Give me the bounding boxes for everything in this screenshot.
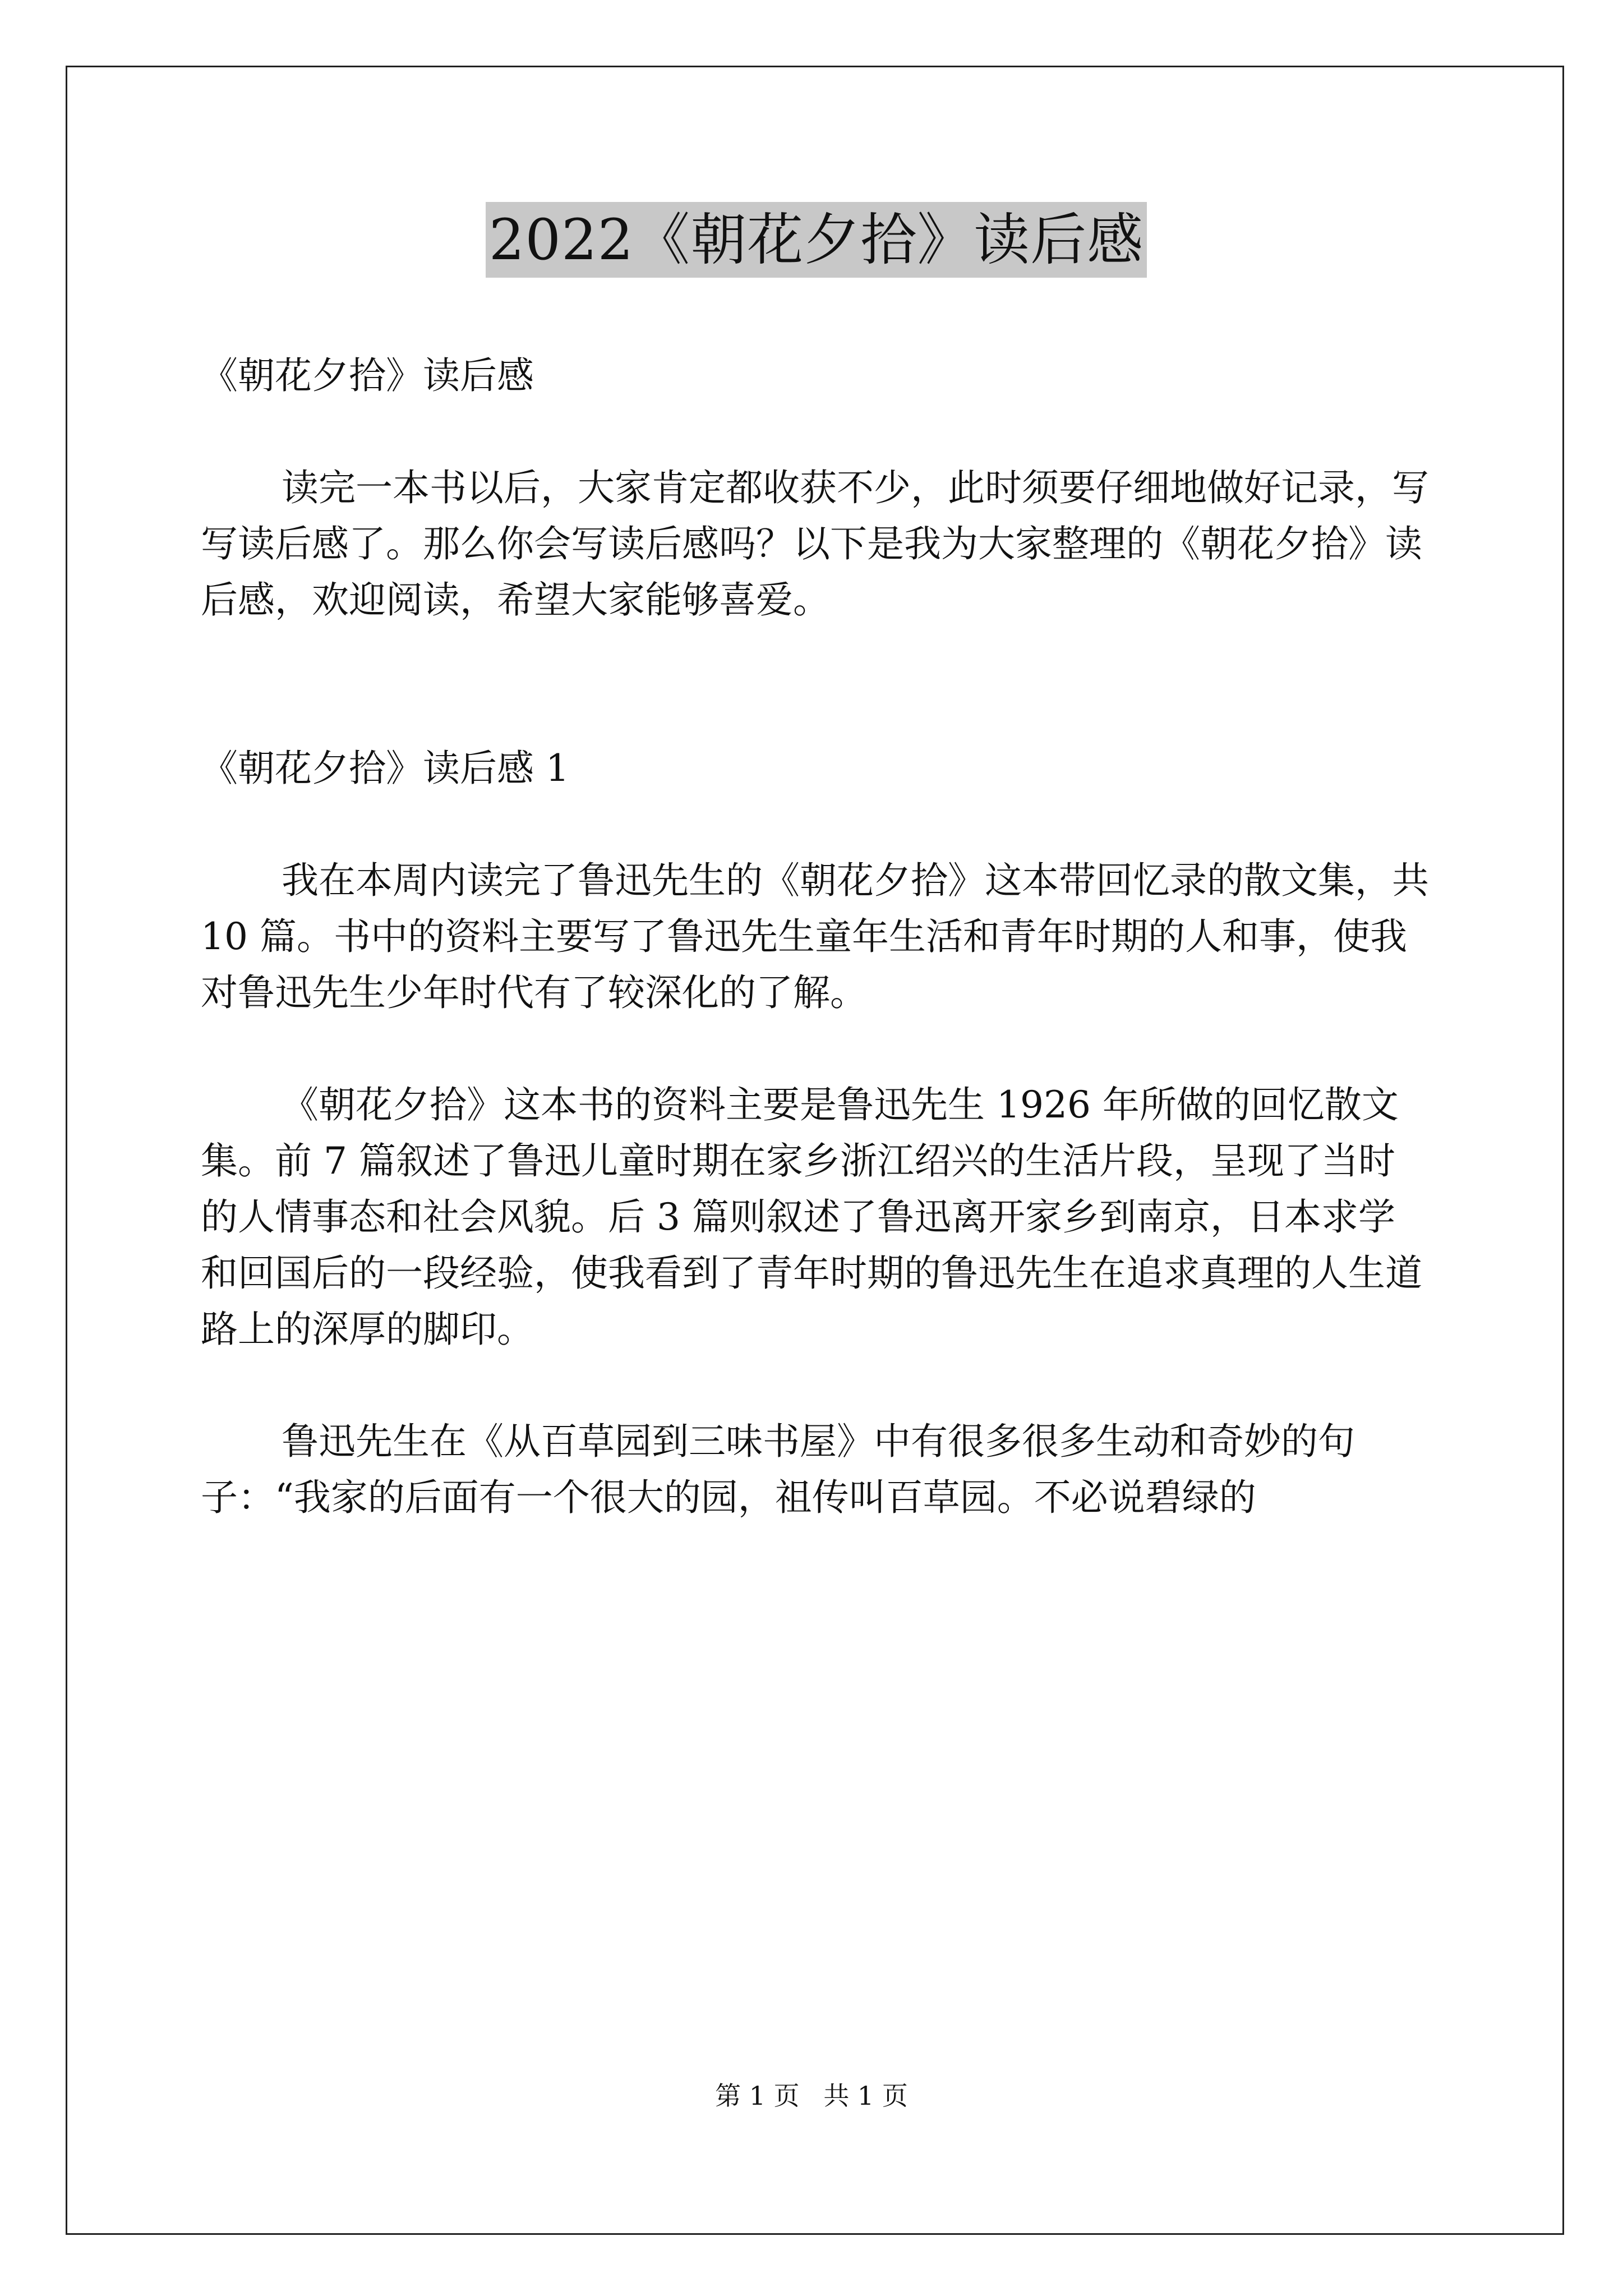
page-number: 第 1 页 — [715, 2081, 800, 2111]
document-title: 2022《朝花夕拾》读后感 — [486, 202, 1147, 278]
body-paragraph-1: 我在本周内读完了鲁迅先生的《朝花夕拾》这本带回忆录的散文集，共 10 篇。书中的资料主要写了鲁迅先生童年生活和青年时期的人和事，使我对鲁迅先生少年时代有了较深化的了解。 — [201, 859, 1429, 1014]
page-footer — [0, 2079, 1623, 2113]
intro-paragraph: 读完一本书以后，大家肯定都收获不少，此时须要仔细地做好记录，写写读后感了。那么你会写读后感吗？以下是我为大家整理的《朝花夕拾》读后感，欢迎阅读，希望大家能够喜爱。 — [201, 466, 1429, 622]
title-wrapper — [201, 202, 1432, 280]
body-paragraph-2: 《朝花夕拾》这本书的资料主要是鲁迅先生 1926 年所做的回忆散文集。前 7 篇叙述了鲁迅儿童时期在家乡浙江绍兴的生活片段，呈现了当时的人情事态和社会风貌。后 3 篇则叙述了鲁迅离开家乡到南京，日本求学和回国后的一段经验，使我看到了青年时期的鲁迅先生在追求真理的人生道路上的深厚的脚印。 — [201, 1083, 1422, 1351]
page-total: 共 1 页 — [823, 2081, 908, 2111]
document-body — [201, 202, 1432, 1582]
section-heading: 《朝花夕拾》读后感 1 — [201, 747, 569, 790]
body-paragraph-3: 鲁迅先生在《从百草园到三味书屋》中有很多很多生动和奇妙的句子：“我家的后面有一个很大的园，祖传叫百草园。不必说碧绿的 — [201, 1420, 1355, 1519]
document-subtitle: 《朝花夕拾》读后感 — [201, 354, 534, 397]
